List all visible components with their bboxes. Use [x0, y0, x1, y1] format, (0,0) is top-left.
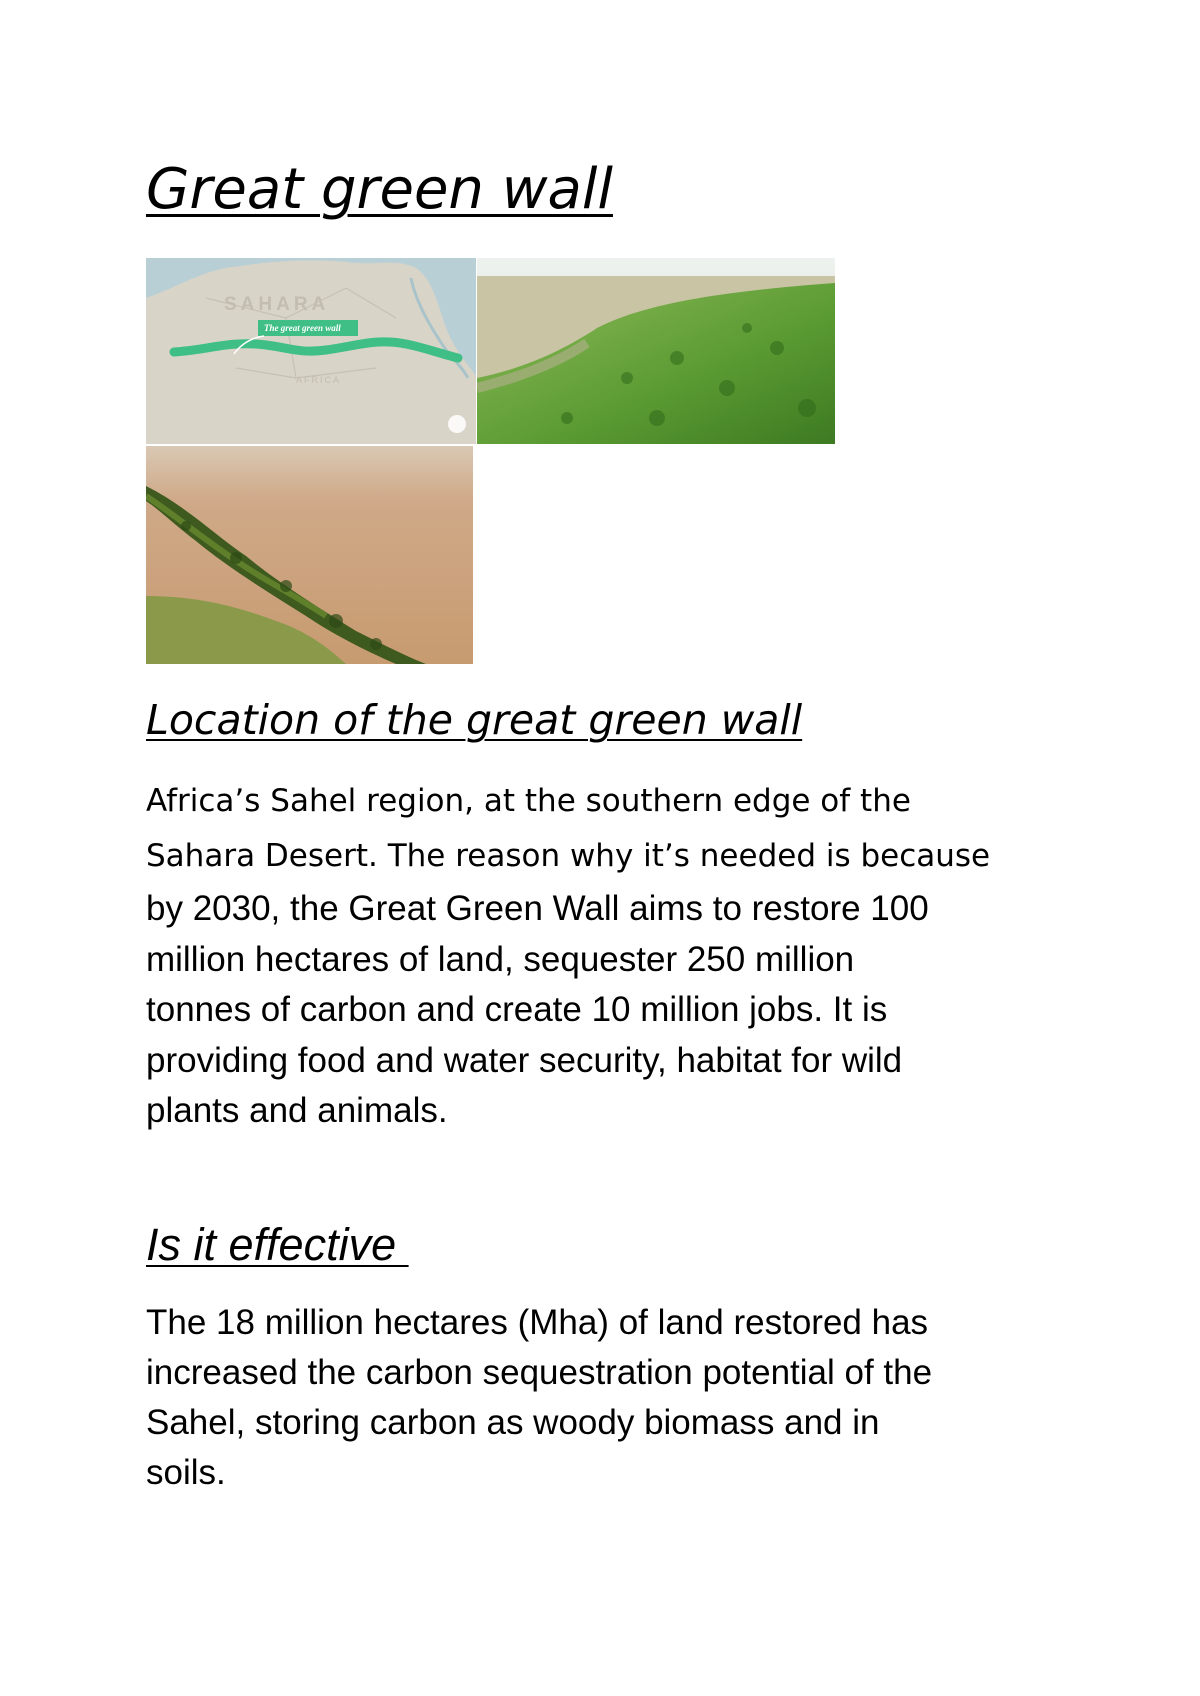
section-heading-location: Location of the great green wall	[146, 696, 803, 744]
paragraph-line: Sahel, storing carbon as woody biomass and in	[146, 1403, 880, 1442]
paragraph-line: increased the carbon sequestration potential of the	[146, 1353, 933, 1392]
section-heading-effective: Is it effective	[146, 1219, 409, 1270]
green-valley-image	[146, 446, 473, 664]
paragraph-line: tonnes of carbon and create 10 million jobs. It is	[146, 990, 888, 1029]
map-label-sahara: SAHARA	[224, 294, 330, 315]
paragraph-line: providing food and water security, habitat for wild	[146, 1040, 903, 1080]
logo-icon	[448, 415, 466, 433]
paragraph-line: Africa’s Sahel region, at the southern edge of the	[146, 783, 911, 819]
paragraph-line: Sahara Desert. The reason why it’s needed is because	[146, 838, 991, 874]
map-label-africa: AFRICA	[296, 375, 342, 385]
paragraph-line: million hectares of land, sequester 250 million	[146, 939, 855, 979]
paragraph-line: plants and animals.	[146, 1091, 448, 1130]
paragraph-line: by 2030, the Great Green Wall aims to restore 100	[146, 889, 929, 928]
aerial-forest-image	[477, 258, 835, 444]
effectiveness-paragraph	[146, 1298, 932, 1498]
paragraph-line: soils.	[146, 1453, 226, 1492]
map-label-wall: The great green wall	[264, 323, 341, 333]
location-paragraph	[146, 774, 990, 1137]
sahara-map-image	[146, 258, 476, 444]
page-title: Great green wall	[146, 157, 613, 222]
paragraph-line: The 18 million hectares (Mha) of land restored has	[146, 1303, 929, 1342]
